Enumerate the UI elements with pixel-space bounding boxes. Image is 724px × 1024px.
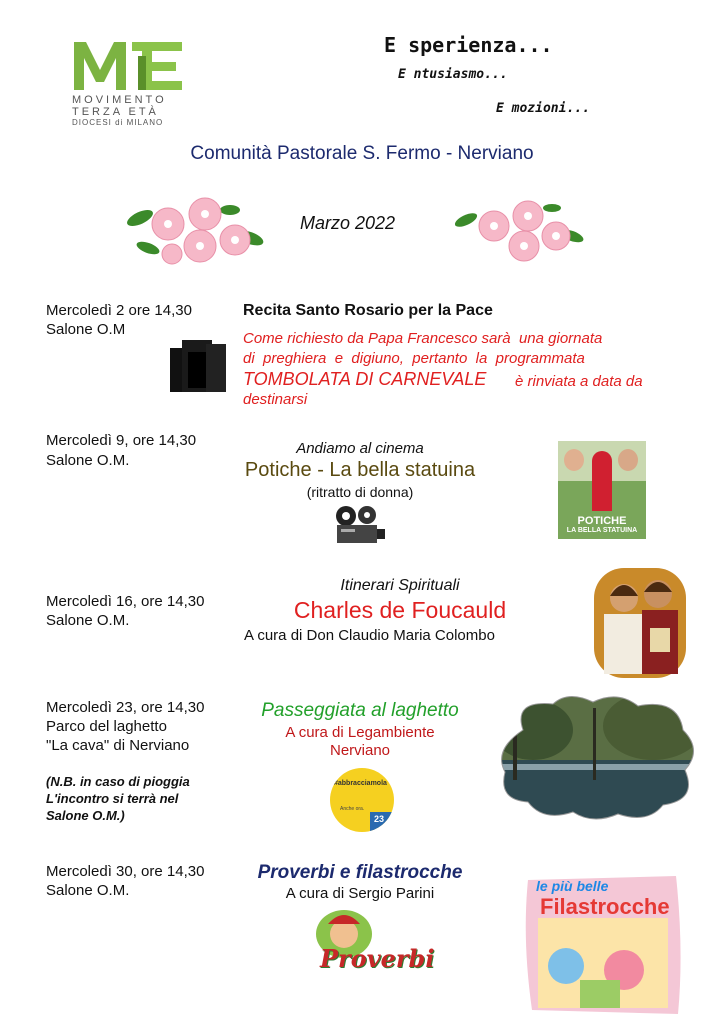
event-3-subtitle: A cura di Don Claudio Maria Colombo [244, 627, 495, 644]
logo-line-1: MOVIMENTO [72, 94, 167, 106]
film-projector-icon [333, 505, 387, 550]
badge-number: 23 [374, 814, 385, 824]
book-title-1: le più belle [536, 878, 609, 894]
event-3-kicker: Itinerari Spirituali [340, 577, 460, 594]
slogan-3: E mozioni... [496, 101, 590, 116]
slogan-1: E sperienza... [384, 33, 553, 57]
event-3-title: Charles de Foucauld [293, 597, 507, 623]
lake-photo-cloud [493, 690, 703, 830]
event-5-date: Mercoledì 30, ore 14,30 [46, 863, 205, 880]
event-4-place-2: "La cava" di Nerviano [46, 737, 190, 754]
logo-mark-icon [72, 38, 184, 92]
potiche-poster [558, 441, 646, 539]
event-4-sub-1: A cura di Legambiente [285, 724, 435, 741]
proverbi-word: Proverbi [320, 944, 435, 973]
filastrocche-book-cover [520, 870, 684, 1018]
event-1-note-1: Come richiesto da Papa Francesco sarà una giornata [243, 330, 603, 347]
logo [72, 38, 192, 138]
event-4-nb-2: L'incontro si terrà nel [46, 791, 179, 806]
event-1-note-3: è rinviata a data da [515, 373, 643, 390]
saints-icon-image [594, 568, 686, 683]
event-1-note-2: di preghiera e digiuno, pertanto la programmata [243, 350, 585, 367]
community-title: Comunità Pastorale S. Fermo - Nerviano [190, 143, 534, 164]
event-1-note-big: TOMBOLATA DI CARNEVALE [243, 369, 487, 389]
poster-subtitle: LA BELLA STATUINA [566, 527, 638, 534]
event-4-place: Parco del laghetto [46, 718, 167, 735]
event-2-kicker: Andiamo al cinema [296, 440, 424, 457]
event-4-date: Mercoledì 23, ore 14,30 [46, 699, 205, 716]
event-1-date: Mercoledì 2 ore 14,30 [46, 302, 192, 319]
badge-small: Anche ora. [340, 806, 365, 812]
event-4-nb-1: (N.B. in caso di pioggia [46, 774, 190, 789]
event-2-place: Salone O.M. [46, 452, 130, 469]
event-5-subtitle: A cura di Sergio Parini [285, 885, 435, 902]
event-3-place: Salone O.M. [46, 612, 130, 629]
event-5-title: Proverbi e filastrocche [257, 862, 463, 883]
book-title-2: Filastrocche [540, 894, 670, 919]
proverbi-illustration [308, 906, 435, 978]
event-1-place: Salone O.M [46, 321, 126, 338]
logo-line-3: DIOCESI di MILANO [72, 118, 164, 127]
poster-title: POTICHE [577, 515, 627, 527]
event-4-sub-2: Nerviano [329, 742, 391, 759]
legambiente-badge [330, 768, 394, 832]
event-2-title: Potiche - La bella statuina [244, 459, 476, 481]
event-2-subtitle: (ritratto di donna) [306, 484, 414, 500]
flowers-left-icon [120, 196, 270, 273]
event-2-date: Mercoledì 9, ore 14,30 [46, 432, 197, 449]
event-4-nb-3: Salone O.M.) [46, 808, 125, 823]
event-3-date: Mercoledì 16, ore 14,30 [46, 593, 205, 610]
event-1-note-4: destinarsi [243, 391, 308, 408]
flowers-right-icon [452, 196, 584, 273]
event-5-place: Salone O.M. [46, 882, 130, 899]
event-1-title: Recita Santo Rosario per la Pace [243, 302, 493, 319]
month-title: Marzo 2022 [300, 213, 396, 233]
badge-hashtag: #abbracciamola [334, 780, 387, 787]
slogan-2: E ntusiasmo... [398, 67, 508, 82]
event-4-title: Passeggiata al laghetto [261, 700, 459, 721]
logo-line-2: TERZA ETÀ [72, 106, 159, 118]
event-1-silhouette-icon [168, 338, 230, 401]
